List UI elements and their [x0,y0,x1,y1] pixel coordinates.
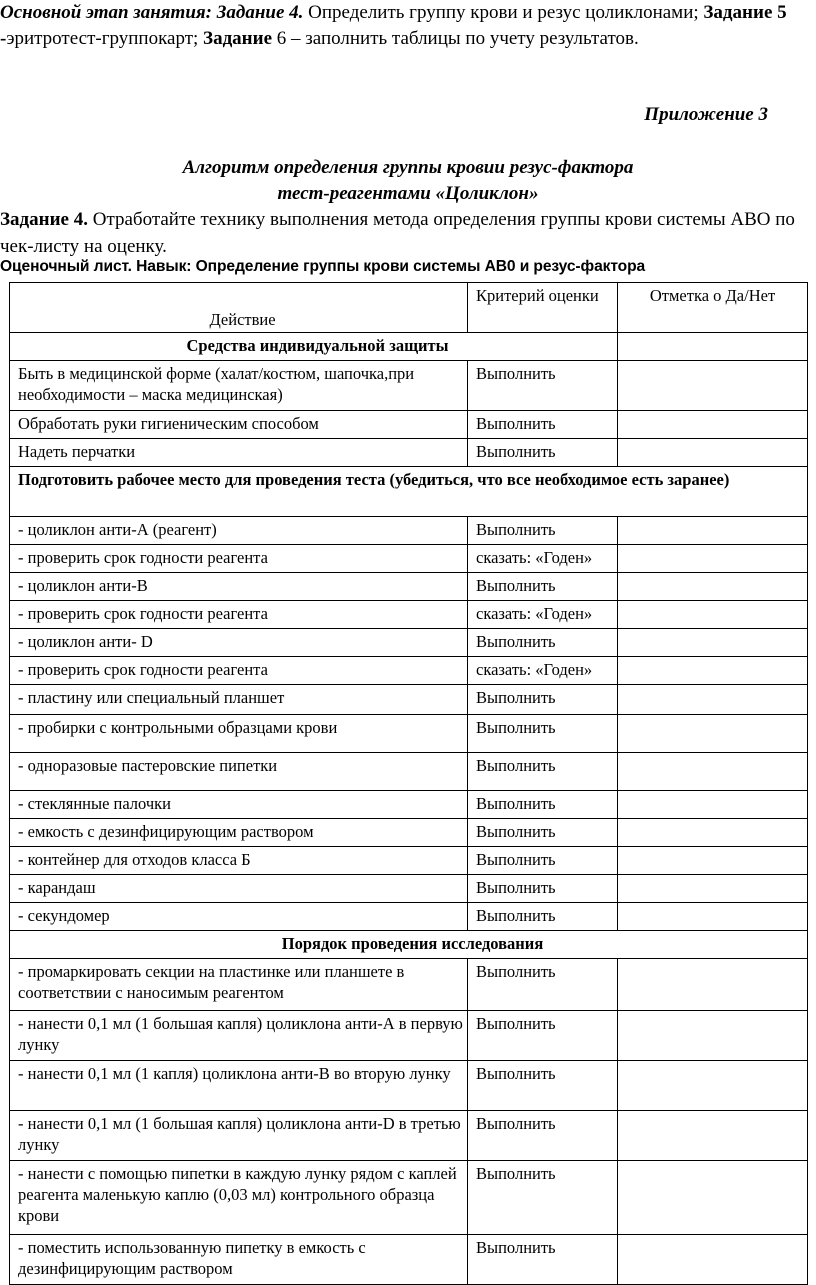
criterion-cell: Выполнить [468,753,618,791]
action-cell: - карандаш [10,875,468,903]
intro-paragraph [0,0,812,51]
table-row [10,903,808,931]
intro-text-2: эритротест-группокарт; [6,27,204,49]
mark-cell [618,1111,808,1161]
criterion-cell: Выполнить [468,439,618,467]
action-cell: Обработать руки гигиеническим способом [10,411,468,439]
action-cell: - нанести 0,1 мл (1 капля) цоликлона анти-В во вторую лунку [10,1061,468,1111]
action-cell: - поместить использованную пипетку в емкость с дезинфицирующим раствором [10,1235,468,1285]
mark-cell [618,1061,808,1111]
algorithm-title-line2: тест-реагентами «Цоликлон» [277,183,539,204]
action-cell: - контейнер для отходов класса Б [10,847,468,875]
appendix-label: Приложение 3 [644,104,768,125]
assessment-table [9,282,808,1285]
mark-cell [618,959,808,1011]
table-row [10,753,808,791]
table-row [10,517,808,545]
criterion-cell: Выполнить [468,685,618,715]
action-cell: - пробирки с контрольными образцами крови [10,715,468,753]
criterion-cell: Выполнить [468,715,618,753]
criterion-cell: сказать: «Годен» [468,657,618,685]
table-row [10,875,808,903]
mark-cell [618,753,808,791]
table-row [10,715,808,753]
mark-cell [618,601,808,629]
mark-cell [618,819,808,847]
criterion-cell: Выполнить [468,1011,618,1061]
action-cell: - промаркировать секции на пластинке или планшете в соответствии с наносимым реагентом [10,959,468,1011]
action-cell: - стеклянные палочки [10,791,468,819]
mark-cell [618,657,808,685]
table-header-row [10,283,808,333]
criterion-cell: Выполнить [468,1161,618,1235]
action-cell: - нанести 0,1 мл (1 большая капля) цоликлона анти-D в третью лунку [10,1111,468,1161]
criterion-cell: Выполнить [468,791,618,819]
assessment-table-body [10,283,808,1285]
mark-cell [618,875,808,903]
action-cell: - цоликлон анти-А (реагент) [10,517,468,545]
section-header-row [10,333,808,361]
mark-cell [618,517,808,545]
criterion-cell: Выполнить [468,573,618,601]
action-cell: - пластину или специальный планшет [10,685,468,715]
criterion-cell: сказать: «Годен» [468,601,618,629]
mark-cell [618,361,808,411]
mark-cell [618,1011,808,1061]
criterion-cell: сказать: «Годен» [468,545,618,573]
section-header-row [10,467,808,517]
table-row [10,1161,808,1235]
table-row [10,601,808,629]
task5-label: Задание 5 - [0,2,787,49]
table-row [10,361,808,411]
table-row [10,791,808,819]
table-row [10,1011,808,1061]
mark-cell [618,573,808,601]
criterion-cell: Выполнить [468,361,618,411]
section-title: Порядок проведения исследования [10,931,808,959]
table-row [10,573,808,601]
action-cell: Надеть перчатки [10,439,468,467]
action-cell: - проверить срок годности реагента [10,657,468,685]
intro-text-1: Определить группу крови и резус цоликлонами; [303,2,704,23]
criterion-cell: Выполнить [468,875,618,903]
criterion-cell: Выполнить [468,517,618,545]
section-title: Подготовить рабочее место для проведения теста (убедиться, что все необходимое есть заранее) [10,467,808,517]
action-cell: - нанести с помощью пипетки в каждую лунку рядом с каплей реагента маленькую каплю (0,03 мл) контрольного образца крови [10,1161,468,1235]
action-cell: - секундомер [10,903,468,931]
mark-cell [618,545,808,573]
table-row [10,685,808,715]
task4-paragraph [0,206,812,260]
table-row [10,545,808,573]
mark-cell [618,333,808,361]
table-row [10,411,808,439]
action-cell: - цоликлон анти- D [10,629,468,657]
criterion-cell: Выполнить [468,1235,618,1285]
table-row [10,1111,808,1161]
criterion-cell: Выполнить [468,629,618,657]
main-stage-label: Основной этап занятия: Задание 4. [0,2,304,23]
table-row [10,657,808,685]
mark-cell [618,791,808,819]
action-cell: - проверить срок годности реагента [10,545,468,573]
header-mark: Отметка о Да/Нет [618,283,808,333]
mark-cell [618,715,808,753]
criterion-cell: Выполнить [468,1061,618,1111]
mark-cell [618,629,808,657]
mark-cell [618,685,808,715]
criterion-cell: Выполнить [468,903,618,931]
action-cell: - емкость с дезинфицирующим раствором [10,819,468,847]
header-criterion: Критерий оценки [468,283,618,333]
table-row [10,819,808,847]
criterion-cell: Выполнить [468,411,618,439]
action-cell: - цоликлон анти-В [10,573,468,601]
criterion-cell: Выполнить [468,819,618,847]
mark-cell [618,903,808,931]
task4-label: Задание 4. [0,209,88,230]
assessment-sheet-title: Оценочный лист. Навык: Определение группы крови системы АВ0 и резус-фактора [0,258,646,275]
mark-cell [618,1161,808,1235]
action-cell: - нанести 0,1 мл (1 большая капля) цоликлона анти-А в первую лунку [10,1011,468,1061]
criterion-cell: Выполнить [468,1111,618,1161]
intro-text-3: 6 – заполнить таблицы по учету результатов. [272,27,639,49]
action-cell: - проверить срок годности реагента [10,601,468,629]
mark-cell [618,1235,808,1285]
task4-text: Отработайте технику выполнения метода определения группы крови системы АВО по чек-листу на оценку. [0,209,795,257]
table-row [10,1061,808,1111]
table-row [10,959,808,1011]
table-row [10,629,808,657]
task6-label: Задание [203,27,273,49]
table-row [10,1235,808,1285]
action-cell: Быть в медицинской форме (халат/костюм, шапочка,при необходимости – маска медицинская) [10,361,468,411]
mark-cell [618,411,808,439]
action-cell: - одноразовые пастеровские пипетки [10,753,468,791]
header-action: Действие [10,283,468,333]
criterion-cell: Выполнить [468,959,618,1011]
algorithm-title-line1: Алгоритм определения группы кровии резус-фактора [182,157,634,178]
section-header-row [10,931,808,959]
table-row [10,439,808,467]
criterion-cell: Выполнить [468,847,618,875]
table-row [10,847,808,875]
section-title: Средства индивидуальной защиты [10,333,618,361]
mark-cell [618,847,808,875]
mark-cell [618,439,808,467]
